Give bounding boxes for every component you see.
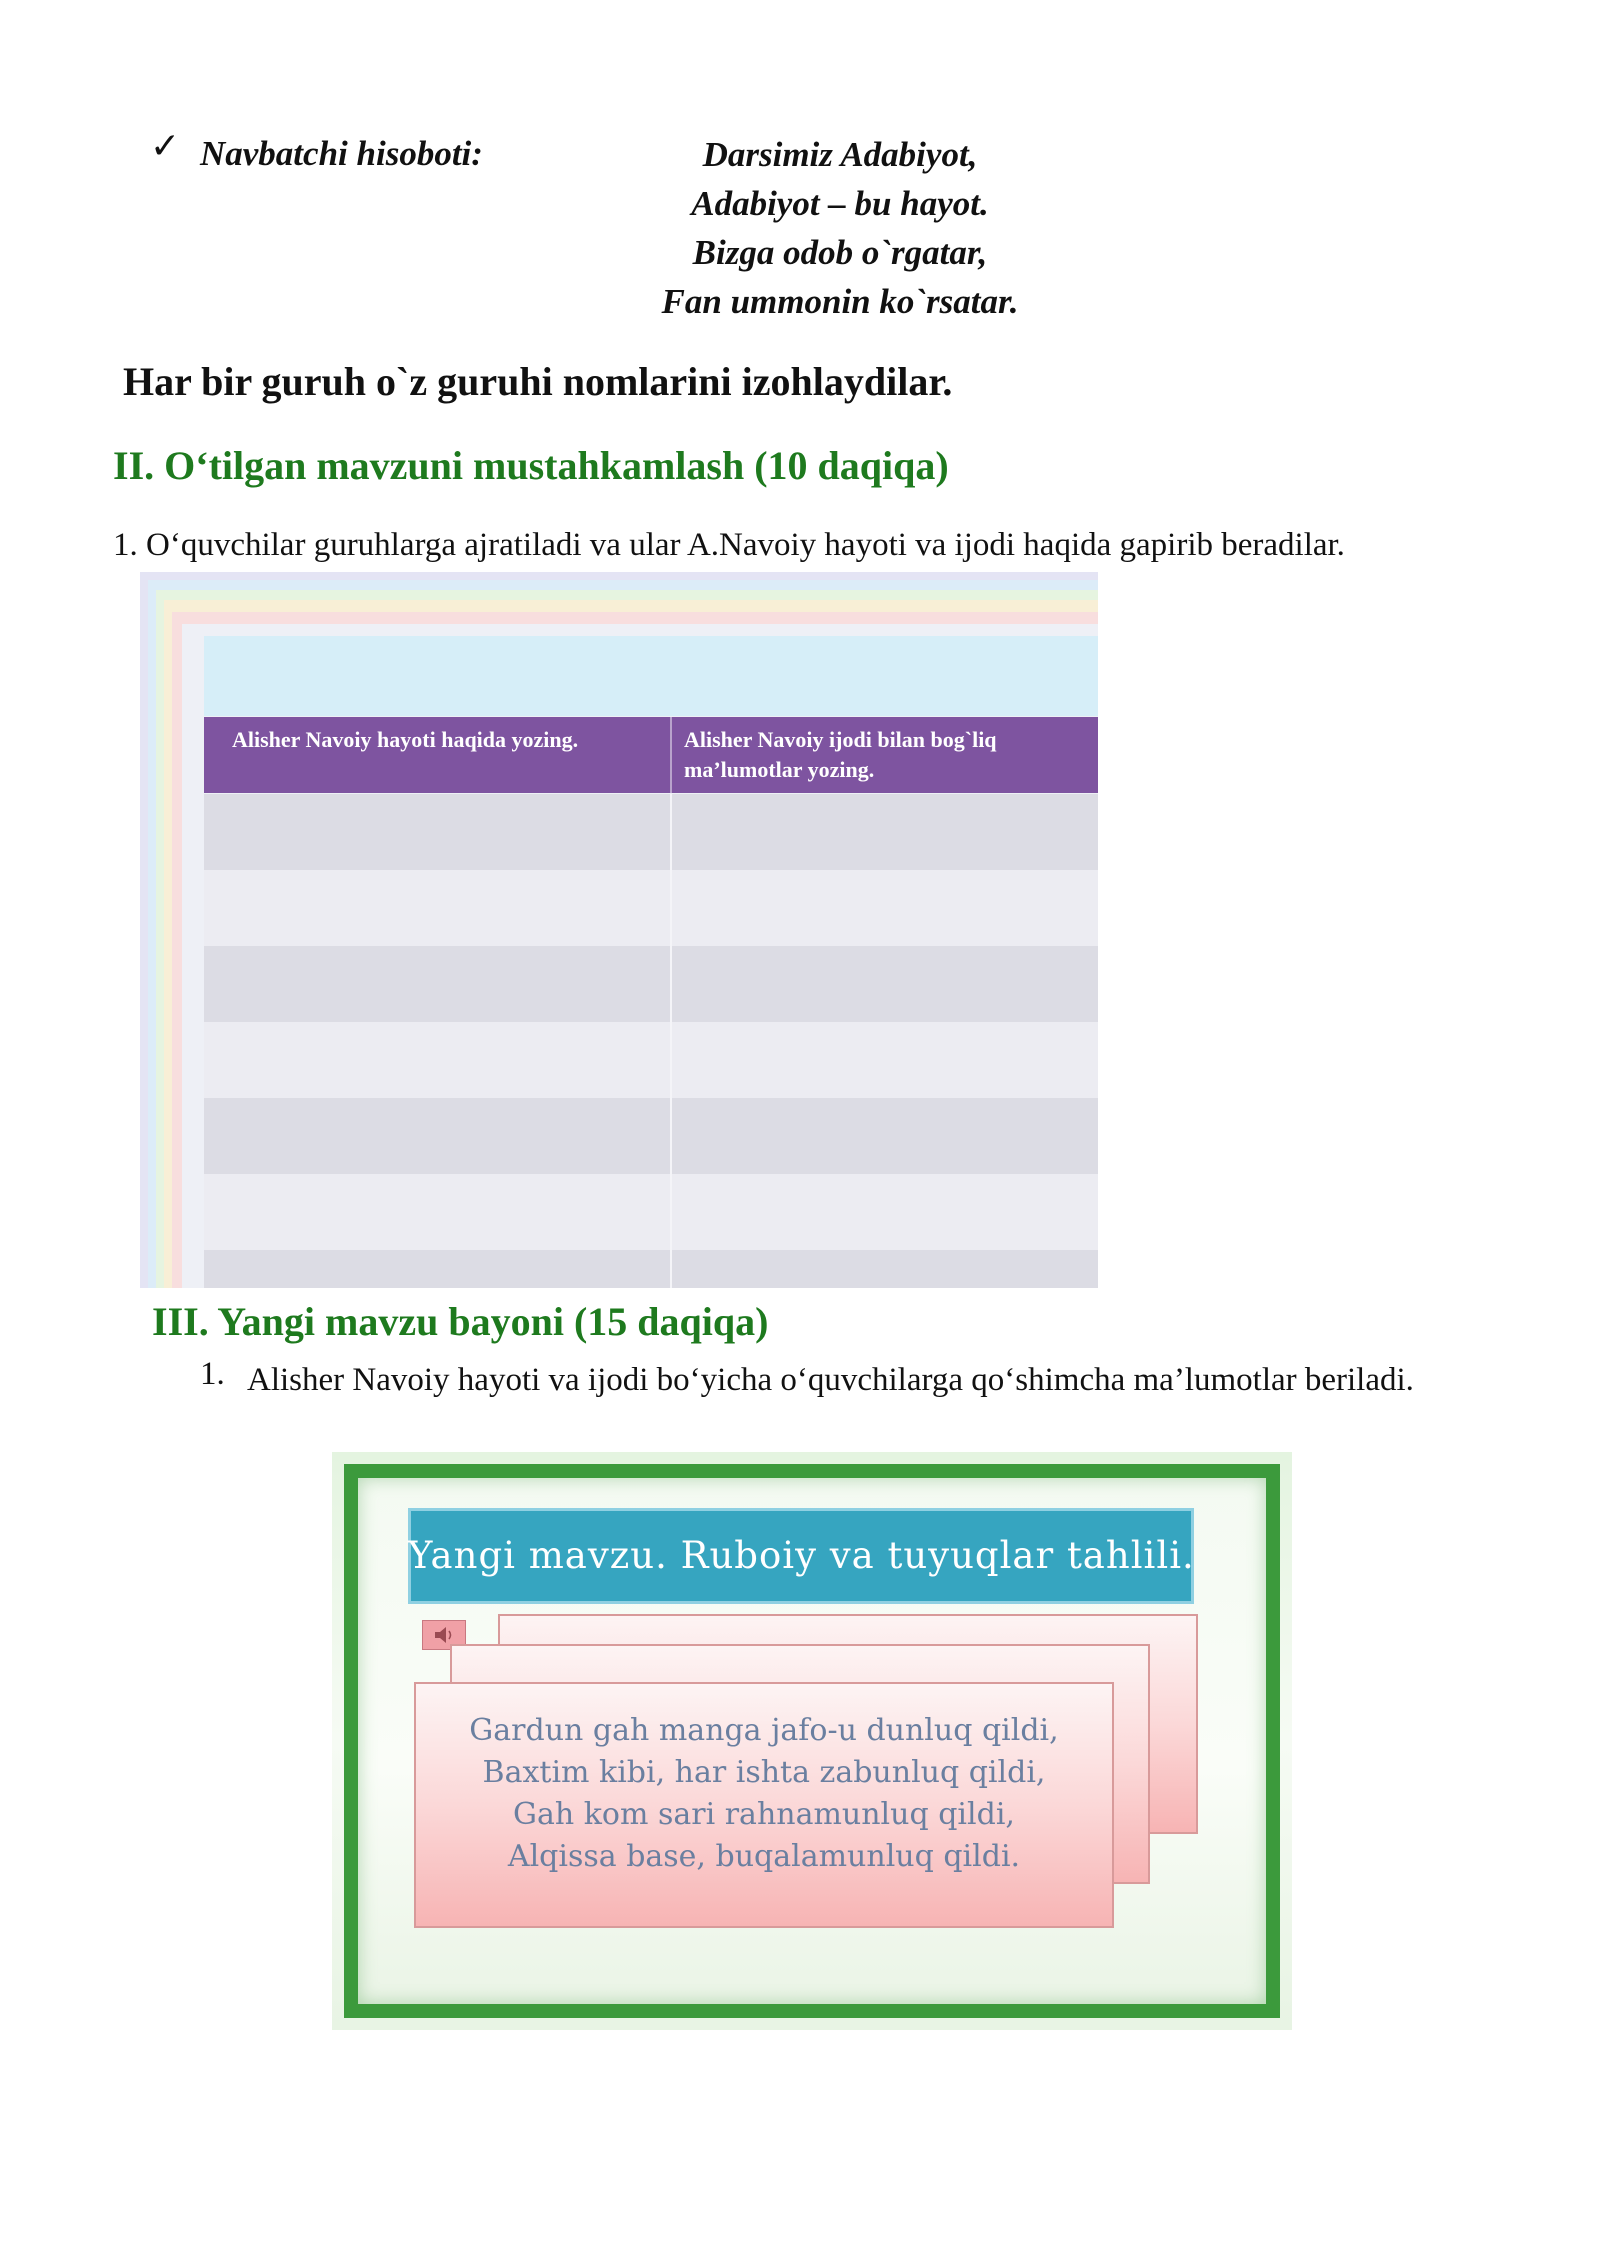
table-row xyxy=(204,870,1098,946)
slide-title: Yangi mavzu. Ruboiy va tuyuqlar tahlili. xyxy=(408,1534,1195,1577)
table-row xyxy=(204,1250,1098,1288)
verse-line: Gardun gah manga jafo-u dunluq qildi, xyxy=(469,1713,1059,1748)
slide-frame xyxy=(344,1464,1280,2018)
slide-title-bar xyxy=(408,1508,1194,1604)
table-column-header: Alisher Navoiy ijodi bilan bog`liq ma’lumotlar yozing. xyxy=(684,727,997,782)
poem xyxy=(560,130,1120,326)
poem-line: Bizga odob o`rgatar, xyxy=(692,233,988,272)
list-item-number: 1. xyxy=(200,1356,225,1392)
table-header xyxy=(204,717,1098,793)
group-instruction: Har bir guruh o`z guruhi nomlarini izohlaydilar. xyxy=(123,359,953,404)
table-row xyxy=(204,1174,1098,1250)
section-3-title: III. Yangi mavzu bayoni (15 daqiqa) xyxy=(152,1299,769,1344)
poem-line: Adabiyot – bu hayot. xyxy=(691,184,989,223)
poem-line: Darsimiz Adabiyot, xyxy=(702,135,978,174)
checkmark-icon: ✓ xyxy=(150,126,181,167)
table-row xyxy=(204,946,1098,1022)
section-2-paragraph: 1. O‘quvchilar guruhlarga ajratiladi va ular A.Navoiy hayoti va ijodi haqida gapirib beradilar. xyxy=(113,527,1345,563)
verse-line: Gah kom sari rahnamunluq qildi, xyxy=(513,1797,1015,1832)
list-item-text: Alisher Navoiy hayoti va ijodi bo‘yicha o‘quvchilarga qo‘shimcha ma’lumotlar beriladi. xyxy=(247,1362,1414,1398)
poem-line: Fan ummonin ko`rsatar. xyxy=(661,282,1019,321)
slide-table-image xyxy=(140,572,1098,1288)
verse-line: Baxtim kibi, har ishta zabunluq qildi, xyxy=(482,1755,1046,1790)
slide-header-area xyxy=(204,636,1098,716)
navbatchi-label: Navbatchi hisoboti: xyxy=(200,134,483,173)
table-row xyxy=(204,794,1098,870)
slide-ruboiy-image xyxy=(332,1452,1292,2030)
section-2-title: II. O‘tilgan mavzuni mustahkamlash (10 daqiqa) xyxy=(113,443,949,488)
speaker-icon xyxy=(433,1625,455,1645)
table-row xyxy=(204,1098,1098,1174)
table-row xyxy=(204,1022,1098,1098)
verse-line: Alqissa base, buqalamunluq qildi. xyxy=(507,1839,1021,1874)
table-body xyxy=(204,794,1098,1288)
verse-text xyxy=(414,1710,1114,1878)
table-column-header: Alisher Navoiy hayoti haqida yozing. xyxy=(204,717,672,793)
